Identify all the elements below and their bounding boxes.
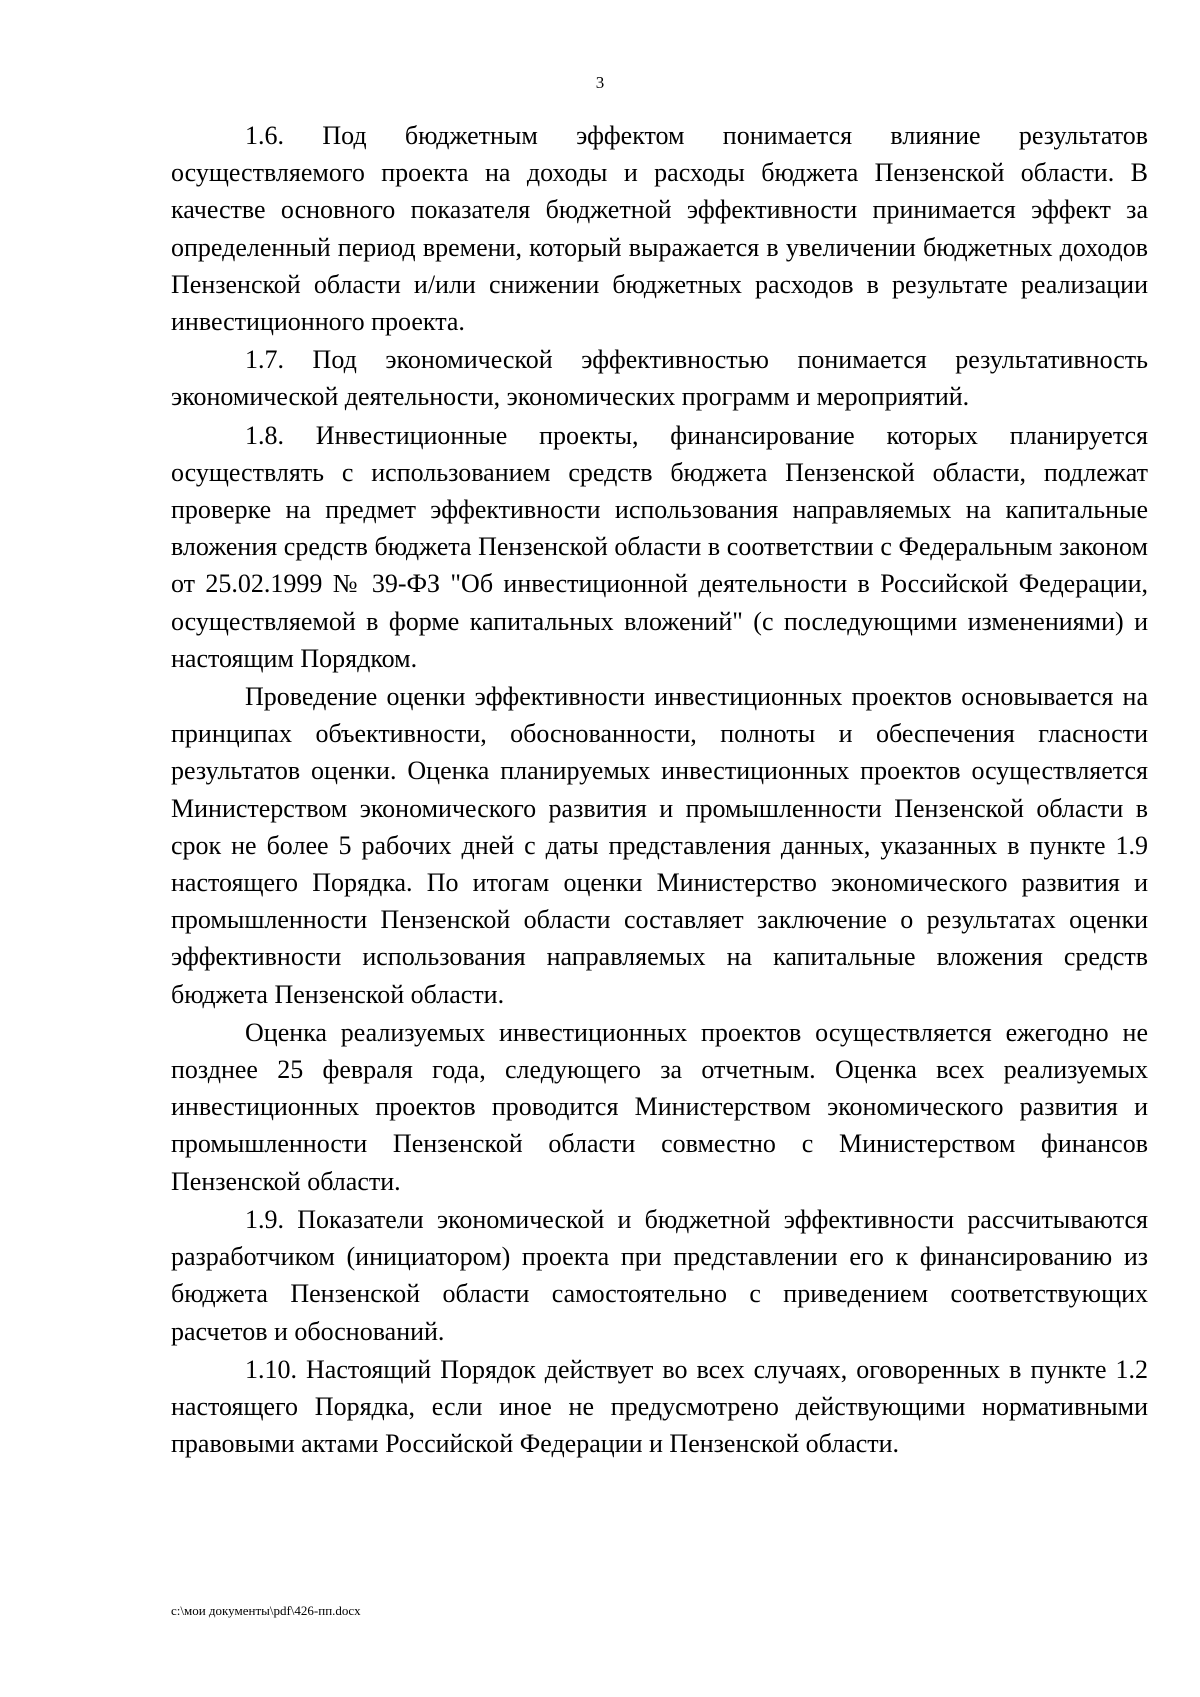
paragraph-1-8: 1.8. Инвестиционные проекты, финансирование которых планируется осуществлять с использованием средств бюджета Пензенской области, подлежат проверке на предмет эффективности использования направляемых на капитальные вложения средств бюджета Пензенской области в соответствии с Федеральным законом от 25.02.1999 № 39-ФЗ "Об инвестиционной деятельности в Российской Федерации, осуществляемой в форме капитальных вложений" (с последующими изменениями) и настоящим Порядком. <box>171 420 1148 673</box>
paragraph-evaluation-ongoing: Оценка реализуемых инвестиционных проектов осуществляется ежегодно не позднее 25 февраля года, следующего за отчетным. Оценка всех реализуемых инвестиционных проектов проводится Министерством экономического развития и промышленности Пензенской области совместно с Министерством финансов Пензенской области. <box>171 1017 1148 1196</box>
paragraph-evaluation-planned: Проведение оценки эффективности инвестиционных проектов основывается на принципах объективности, обоснованности, полноты и обеспечения гласности результатов оценки. Оценка планируемых инвестиционных проектов осуществляется Министерством экономического развития и промышленности Пензенской области в срок не более 5 рабочих дней с даты представления данных, указанных в пункте 1.9 настоящего Порядка. По итогам оценки Министерство экономического развития и промышленности Пензенской области составляет заключение о результатах оценки эффективности использования направляемых на капитальные вложения средств бюджета Пензенской области. <box>171 682 1148 1009</box>
document-body <box>171 117 1148 1463</box>
paragraph-1-7: 1.7. Под экономической эффективностью понимается результативность экономической деятельности, экономических программ и мероприятий. <box>171 345 1148 412</box>
paragraph-1-9: 1.9. Показатели экономической и бюджетной эффективности рассчитываются разработчиком (инициатором) проекта при представлении его к финансированию из бюджета Пензенской области самостоятельно с приведением соответствующих расчетов и обоснований. <box>171 1204 1148 1346</box>
page-number: 3 <box>595 73 605 92</box>
paragraph-1-6: 1.6. Под бюджетным эффектом понимается влияние результатов осуществляемого проекта на доходы и расходы бюджета Пензенской области. В качестве основного показателя бюджетной эффективности принимается эффект за определенный период времени, который выражается в увеличении бюджетных доходов Пензенской области и/или снижении бюджетных расходов в результате реализации инвестиционного проекта. <box>171 121 1148 337</box>
paragraph-1-10: 1.10. Настоящий Порядок действует во всех случаях, оговоренных в пункте 1.2 настоящего Порядка, если иное не предусмотрено действующими нормативными правовыми актами Российской Федерации и Пензенской области. <box>171 1354 1148 1459</box>
footer-file-path: c:\мои документы\pdf\426-пп.docx <box>171 1603 361 1618</box>
